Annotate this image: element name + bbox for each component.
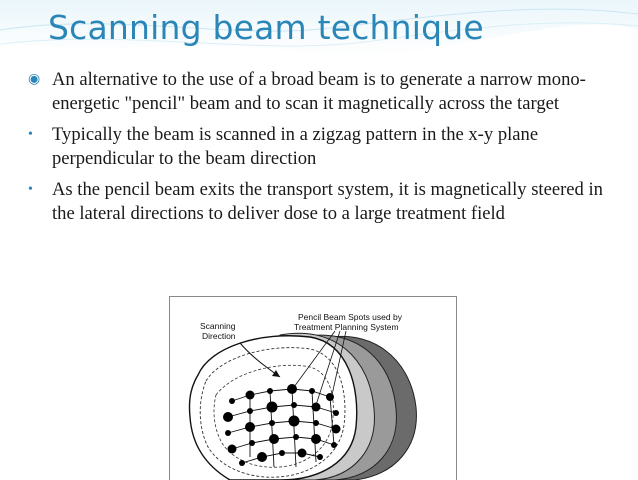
scanning-diagram xyxy=(170,297,456,480)
bullet-broad-beam-alternative xyxy=(28,68,618,116)
bullet-text: Typically the beam is scanned in a zigzag pattern in the x-y plane perpendicular to the beam direction xyxy=(52,124,539,169)
scanning-label-line1: Scanning xyxy=(200,321,236,331)
bullet-marker-icon: • xyxy=(28,182,33,197)
bullet-text: As the pencil beam exits the transport system, it is magnetically steered in the lateral directions to deliver dose to a large treatment field xyxy=(52,179,603,224)
bullet-marker-icon: • xyxy=(28,127,33,142)
spots-label-line1: Pencil Beam Spots used by xyxy=(298,312,402,322)
scanning-label-line2: Direction xyxy=(202,331,236,341)
slide-title: Scanning beam technique xyxy=(48,8,484,47)
bullet-marker-icon: ◉ xyxy=(28,72,41,87)
bullet-zigzag-pattern xyxy=(28,123,618,171)
bullet-text: An alternative to the use of a broad beam is to generate a narrow mono-energetic "pencil" beam and to scan it magnetically across the target xyxy=(52,69,586,114)
spots-label-line2: Treatment Planning System xyxy=(294,322,399,332)
pencil-beam-scanning-figure xyxy=(169,296,457,480)
bullet-magnetic-steering xyxy=(28,178,618,226)
bullet-list xyxy=(28,68,618,233)
